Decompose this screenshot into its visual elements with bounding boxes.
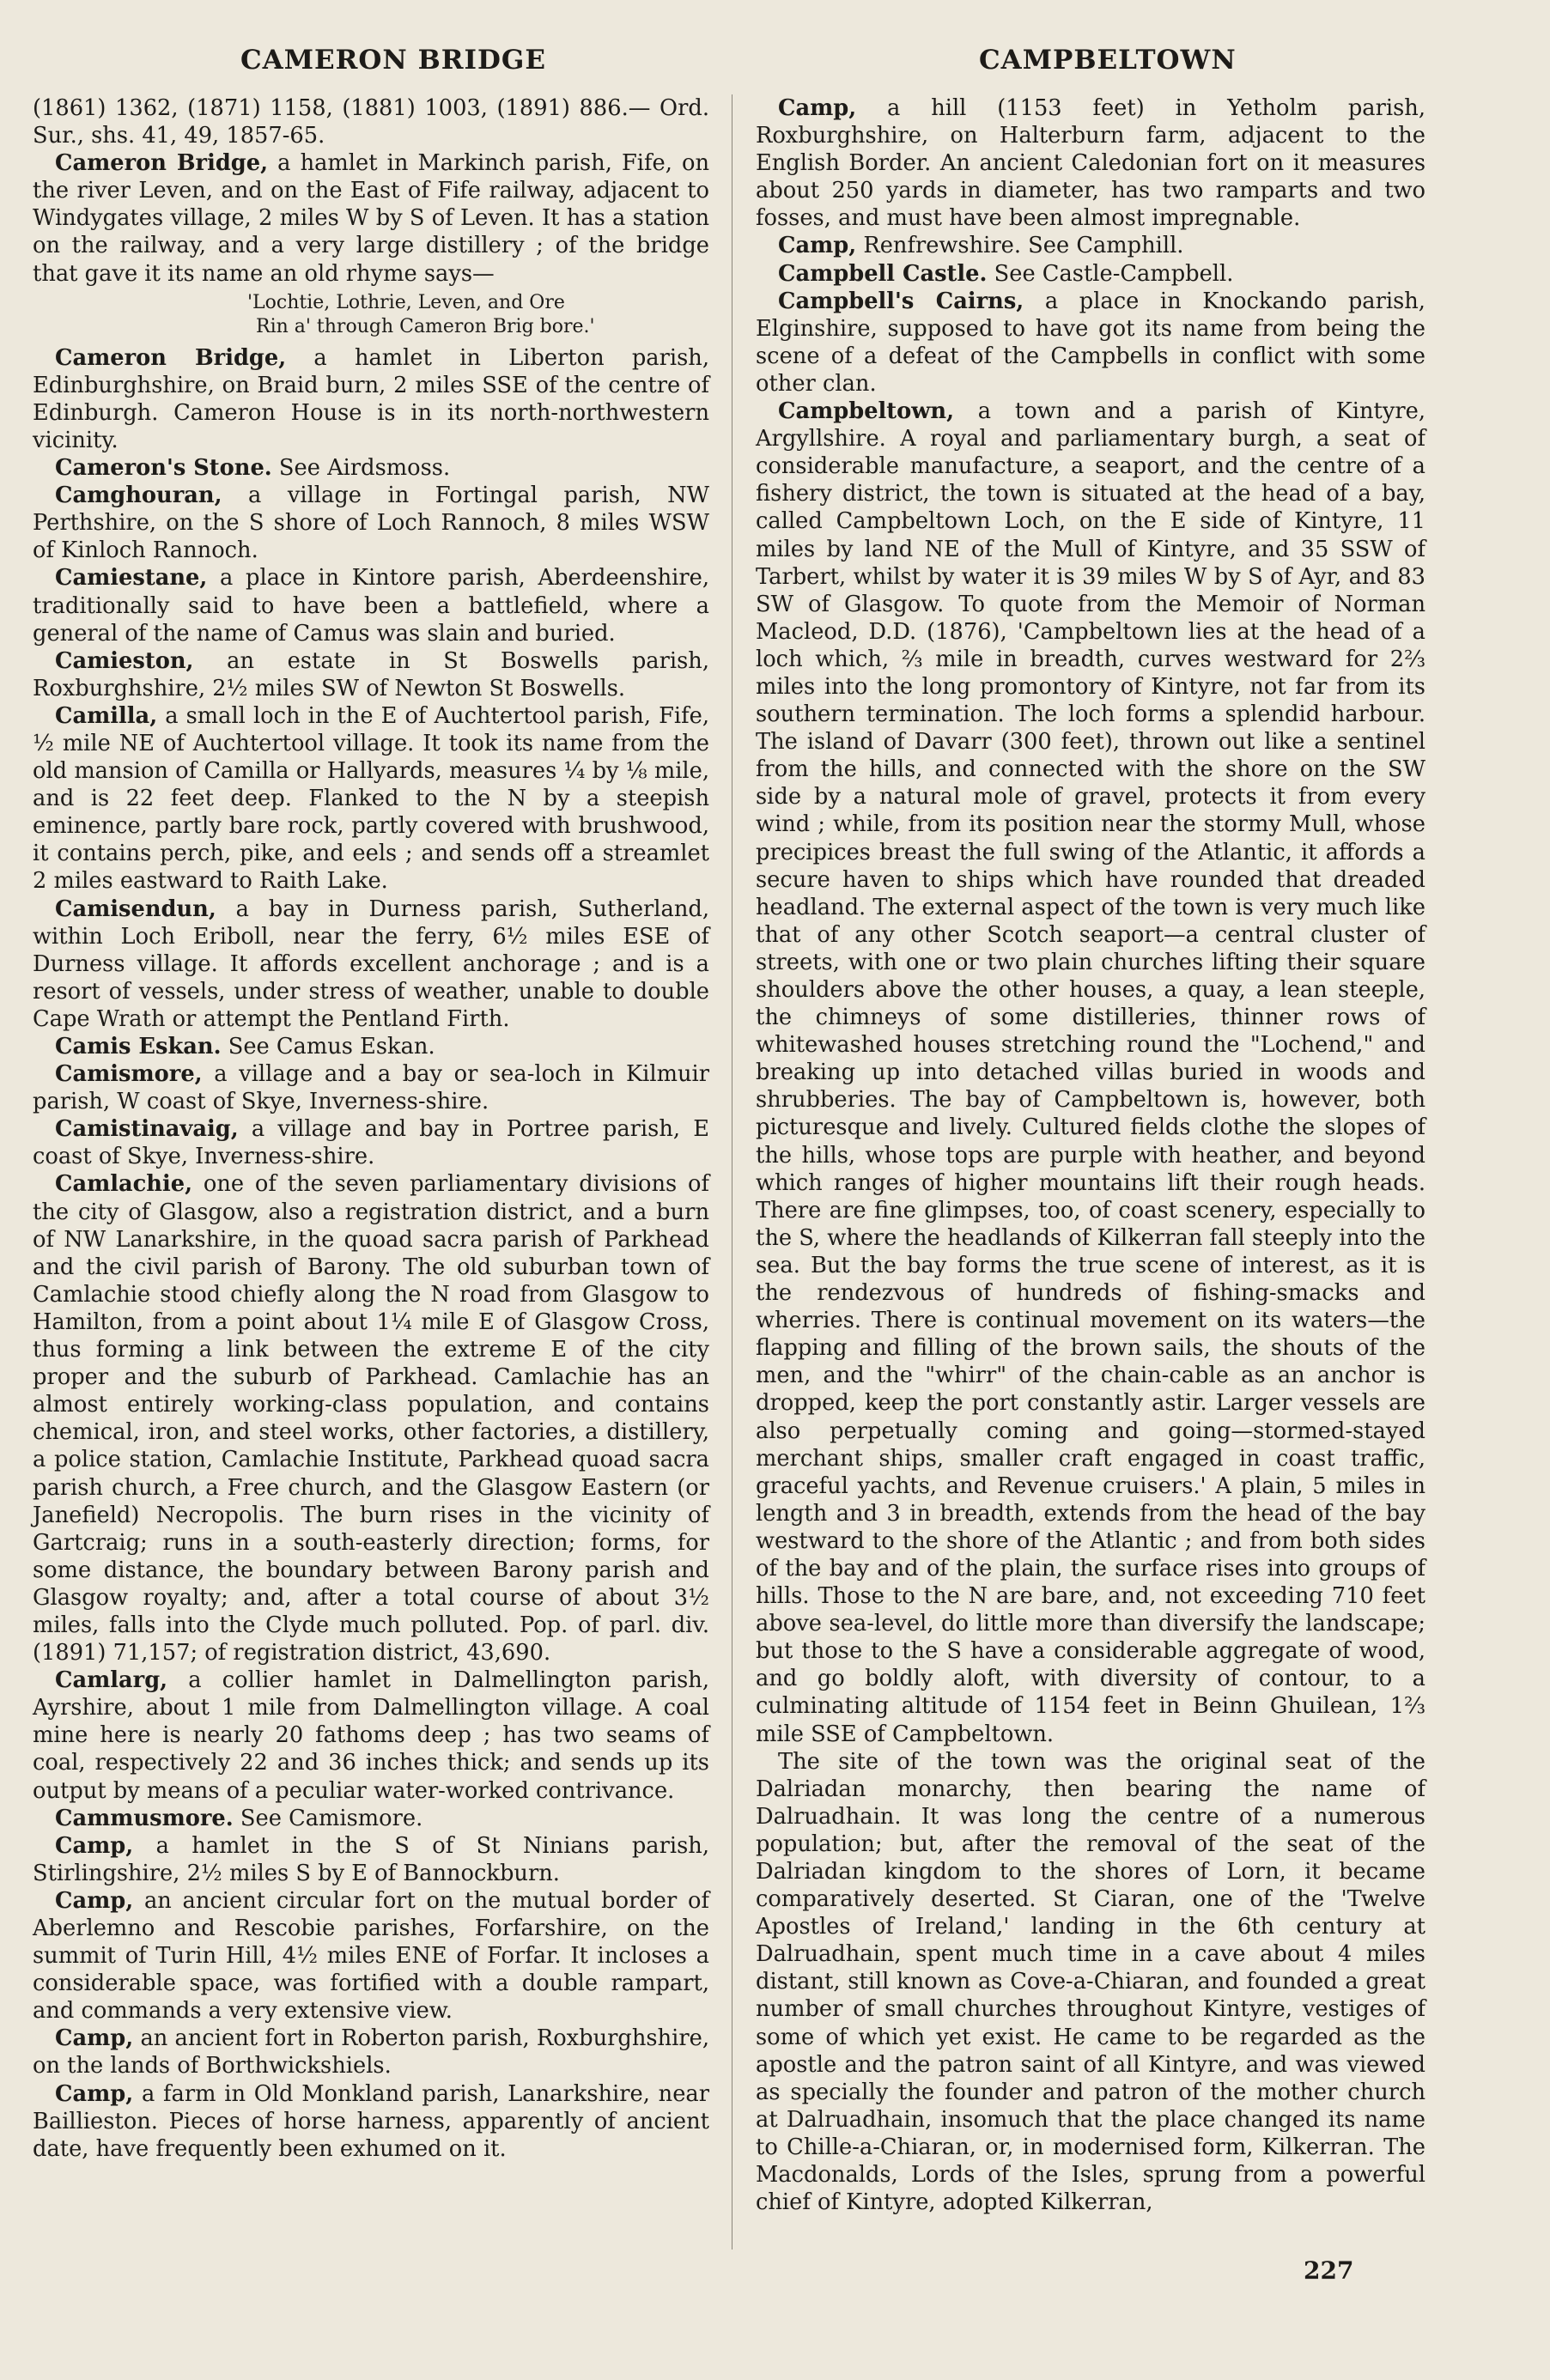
entry (756, 1748, 1425, 2217)
entry-text: an estate in St Boswells parish, Roxburghshire, 2½ miles SW of Newton St Boswells. (33, 647, 709, 701)
entry (33, 1887, 709, 2025)
entry-text: The site of the town was the original seat of the Dalriadan monarchy, then bearing the name of Dalruadhain. It was long the centre of a numerous population; but, after the removal of the seat of the Dalriadan kingdom to the shores of Lorn, it became comparatively deserted. St Ciaran, one of the 'Twelve Apostles of Ireland,' landing in the 6th century at Dalruadhain, spent much time in a cave about 4 miles distant, still known as Cove-a-Chiaran, and founded a great number of small churches throughout Kintyre, vestiges of some of which yet exist. He came to be regarded as the apostle and the patron saint of all Kintyre, and was viewed as specially the founder and patron of the mother church at Dalruadhain, insomuch that the place changed its name to Chille-a-Chiaran, or, in modernised form, Kilkerran. The Macdonalds, Lords of the Isles, sprung from a powerful chief of Kintyre, adopted Kilkerran, (756, 1748, 1425, 2216)
entry-text: See Camus Eskan. (228, 1034, 435, 1059)
entry (33, 702, 709, 896)
left-column (33, 94, 709, 2163)
entry (33, 2025, 709, 2079)
entry (33, 454, 709, 482)
entry (756, 232, 1425, 259)
right-column (756, 94, 1425, 2216)
entry-headword: Cameron's Stone. (55, 455, 272, 482)
entry-headword: Camismore, (55, 1061, 203, 1088)
entry (33, 1060, 709, 1115)
entry-text: See Castle-Campbell. (994, 260, 1234, 287)
entry-headword: Camilla, (55, 702, 158, 729)
running-head-right: CAMPBELTOWN (979, 45, 1237, 76)
entry-text: an ancient circular fort on the mutual border of Aberlemno and Rescobie parishes, Forfarshire, on the summit of Turin Hill, 4½ miles ENE of Forfar. It incloses a considerable space, was fortified with a double rampart, and commands a very extensive view. (33, 1887, 710, 2025)
entry-text: Renfrewshire. See Camphill. (863, 233, 1184, 259)
entry (33, 482, 709, 564)
page-header (0, 45, 1550, 79)
entry (33, 1033, 709, 1060)
entry (756, 288, 1425, 398)
entry-headword: Camisendun, (55, 896, 216, 922)
entry-text: See Airdsmoss. (278, 455, 451, 482)
entry (33, 1170, 709, 1667)
entry (756, 94, 1425, 232)
entry-headword: Campbell Castle. (778, 260, 988, 287)
entry-headword: Campbeltown, (778, 398, 955, 425)
entry-headword: Camghouran, (55, 483, 222, 509)
entry-text: a hamlet in Markinch parish, Fife, on the river Leven, and on the East of Fife railway, adjacent to Windygates village, 2 miles W by S of Leven. It has a station on the railway, and a very large distillery ; of the bridge that gave it its name an old rhyme says— (33, 150, 709, 287)
entry (756, 398, 1425, 1748)
entry (33, 149, 709, 287)
entry (33, 896, 709, 1033)
verse-line: 'Lochtie, Lothrie, Leven, and Ore (247, 291, 565, 313)
entry-headword: Camp, (778, 233, 857, 259)
verse-quote (247, 291, 709, 339)
entry (33, 344, 709, 454)
entry-text: a farm in Old Monkland parish, Lanarkshire, near Baillieston. Pieces of horse harness, apparently of ancient date, have frequently been exhumed on it. (33, 2080, 710, 2162)
entry-text: one of the seven parliamentary divisions of the city of Glasgow, also a registration district, and a burn of NW Lanarkshire, in the quoad sacra parish of Parkhead and the civil parish of Barony. The old suburban town of Camlachie stood chiefly along the N road from Glasgow to Hamilton, from a point about 1¼ mile E of Glasgow Cross, thus forming a link between the extreme E of the city proper and the suburb of Parkhead. Camlachie has an almost entirely working-class population, and contains chemical, iron, and steel works, other factories, a distillery, a police station, Camlachie Institute, Parkhead quoad sacra parish church, a Free church, and the Glasgow Eastern (or Janefield) Necropolis. The burn rises in the vicinity of Gartcraig; runs in a south-easterly direction; forms, for some distance, the boundary between Barony parish and Glasgow royalty; and, after a total course of about 3½ miles, falls into the Clyde much polluted. Pop. of parl. div. (1891) 71,157; of registration district, 43,690. (33, 1171, 709, 1667)
entry (33, 1667, 709, 1804)
running-head-left: CAMERON BRIDGE (240, 45, 547, 76)
entry-headword: Campbell's Cairns, (778, 288, 1024, 314)
entry-text: a hamlet in the S of St Ninians parish, Stirlingshire, 2½ miles S by E of Bannockburn. (33, 1832, 709, 1886)
entry-text: See Camismore. (240, 1805, 423, 1831)
entry-headword: Cameron Bridge, (55, 150, 269, 177)
entry-headword: Cammusmore. (55, 1805, 234, 1831)
entry-headword: Camis Eskan. (55, 1034, 222, 1059)
entry (33, 1115, 709, 1170)
entry (33, 2080, 709, 2163)
entry-text: a town and a parish of Kintyre, Argyllshire. A royal and parliamentary burgh, a seat of considerable manufacture, a seaport, and the centre of a fishery district, the town is situated at the head of a bay, called Campbeltown Loch, on the E side of Kintyre, 11 miles by land NE of the Mull of Kintyre, and 35 SSW of Tarbert, whilst by water it is 39 miles W by S of Ayr, and 83 SW of Glasgow. To quote from the Memoir of Norman Macleod, D.D. (1876), 'Campbeltown lies at the head of a loch which, ⅔ mile in breadth, curves westward for 2⅔ miles into the long promontory of Kintyre, not far from its southern termination. The loch forms a splendid harbour. The island of Davarr (300 feet), thrown out like a sentinel from the hills, and connected with the shore on the SW side by a natural mole of gravel, protects it from every wind ; while, from its position near the stormy Mull, whose precipices breast the full swing of the Atlantic, it affords a secure haven to ships which have rounded that dreaded headland. The external aspect of the town is very much like that of any other Scotch seaport—a central cluster of streets, with one or two plain churches lifting their square shoulders above the other houses, a quay, a lean steeple, the chimneys of some distilleries, thinner rows of whitewashed houses stretching round the "Lochend," and breaking up into detached villas buried in woods and shrubberies. The bay of Campbeltown is, however, both picturesque and lively. Cultured fields clothe the slopes of the hills, whose tops are purple with heather, and beyond which ranges of higher mountains lift their rough heads. There are fine glimpses, too, of coast scenery, especially to the S, where the headlands of Kilkerran fall steeply into the sea. But the bay forms the true scene of interest, as it is the rendezvous of hundreds of fishing-smacks and wherries. There is continual movement on its waters—the flapping and filling of the brown sails, the shouts of the men, and the "whirr" of the chain-cable as an anchor is dropped, keep the port constantly astir. Larger vessels are also perpetually coming and going—stormed-stayed merchant ships, smaller craft engaged in coast traffic, graceful yachts, and Revenue cruisers.' A plain, 5 miles in length and 3 in breadth, extends from the head of the bay westward to the shore of the Atlantic ; and from both sides of the bay and of the plain, the surface rises into groups of hills. Those to the N are bare, and, not exceeding 710 feet above sea-level, do little more than diversify the landscape; but those to the S have a considerable aggregate of wood, and go boldly aloft, with diversity of contour, to a culminating altitude of 1154 feet in Beinn Ghuilean, 1⅔ mile SSE of Campbeltown. (756, 398, 1425, 1747)
entry-text: a place in Kintore parish, Aberdeenshire, traditionally said to have been a battlefield, where a general of the name of Camus was slain and buried. (33, 565, 710, 647)
entry-headword: Camp, (55, 2025, 134, 2052)
entry (33, 1805, 709, 1832)
entry-headword: Camp, (55, 1832, 134, 1859)
entry-headword: Camp, (55, 2080, 134, 2107)
entry (756, 260, 1425, 288)
entry-text: a small loch in the E of Auchtertool parish, Fife, ½ mile NE of Auchtertool village. It took its name from the old mansion of Camilla or Hallyards, measures ¼ by ⅛ mile, and is 22 feet deep. Flanked to the N by a steepish eminence, partly bare rock, partly covered with brushwood, it contains perch, pike, and eels ; and sends off a streamlet 2 miles eastward to Raith Lake. (33, 702, 709, 895)
verse-line: Rin a' through Cameron Brig bore.' (256, 315, 595, 337)
entry (33, 647, 709, 702)
entry-headword: Camieston, (55, 647, 194, 674)
entry (33, 564, 709, 647)
entry (33, 94, 709, 149)
entry-text: a place in Knockando parish, Elginshire, supposed to have got its name from being the scene of a defeat of the Campbells in conflict with some other clan. (756, 288, 1425, 397)
entry-text: a hill (1153 feet) in Yetholm parish, Roxburghshire, on Halterburn farm, adjacent to the English Border. An ancient Caledonian fort on it measures about 250 yards in diameter, has two ramparts and two fosses, and must have been almost impregnable. (756, 95, 1425, 232)
entry-text: a collier hamlet in Dalmellington parish, Ayrshire, about 1 mile from Dalmellington village. A coal mine here is nearly 20 fathoms deep ; has two seams of coal, respectively 22 and 36 inches thick; and sends up its output by means of a peculiar water-worked contrivance. (33, 1667, 709, 1804)
entry-text: a village in Fortingal parish, NW Perthshire, on the S shore of Loch Rannoch, 8 miles WSW of Kinloch Rannoch. (33, 483, 709, 564)
entry-text: a village and bay in Portree parish, E coast of Skye, Inverness-shire. (33, 1116, 710, 1170)
entry (33, 1832, 709, 1887)
entry-headword: Camlarg, (55, 1667, 168, 1694)
entry-headword: Camp, (778, 95, 857, 121)
entry-text: a village and a bay or sea-loch in Kilmuir parish, W coast of Skye, Inverness-shire. (33, 1061, 710, 1115)
entry-text: an ancient fort in Roberton parish, Roxburghshire, on the lands of Borthwickshiels. (33, 2025, 709, 2079)
entry-headword: Camp, (55, 1887, 134, 1914)
entry-headword: Cameron Bridge, (55, 344, 287, 371)
entry-headword: Camiestane, (55, 565, 208, 592)
entry-headword: Camlachie, (55, 1171, 193, 1198)
page-number: 227 (1304, 2256, 1354, 2285)
entry-text: a bay in Durness parish, Sutherland, within Loch Eriboll, near the ferry, 6½ miles ESE of Durness village. It affords excellent anchorage ; and is a resort of vessels, under stress of weather, unable to double Cape Wrath or attempt the Pentland Firth. (33, 896, 709, 1032)
entry-text: a hamlet in Liberton parish, Edinburghshire, on Braid burn, 2 miles SSE of the centre of Edinburgh. Cameron House is in its north-northwestern vicinity. (33, 344, 709, 453)
entry-headword: Camistinavaig, (55, 1116, 239, 1143)
entry-text: (1861) 1362, (1871) 1158, (1881) 1003, (1891) 886.— Ord. Sur., shs. 41, 49, 1857-65. (33, 95, 709, 149)
